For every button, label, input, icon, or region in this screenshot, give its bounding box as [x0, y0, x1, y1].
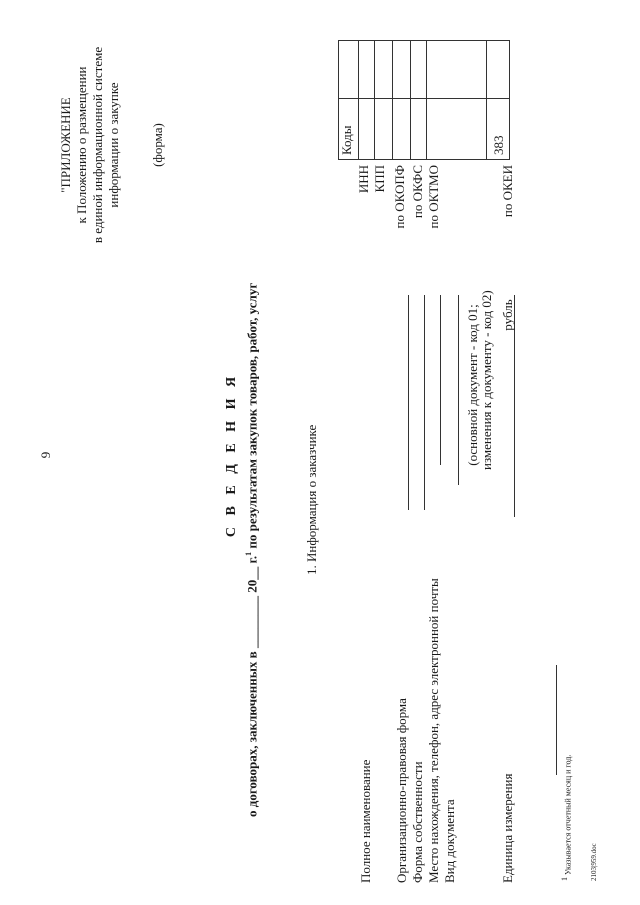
subheading-text: о договорах, заключенных в ________ 20__ г.: [244, 555, 260, 817]
field-label-org-form: Организационно-правовая форма: [394, 698, 409, 883]
footnote-mark: 1: [560, 877, 569, 881]
field-label-doc-type: Вид документа: [442, 799, 457, 883]
footnote: [560, 755, 573, 881]
appendix-line: в единой информационной системе: [90, 46, 105, 244]
appendix-line: информации о закупке: [106, 82, 121, 208]
codes-table-row-kpp: [375, 41, 393, 159]
document-heading: С В Е Д Е Н И Я: [224, 372, 239, 538]
doc-type-note: [465, 290, 494, 470]
appendix-block: [58, 45, 122, 245]
field-label-unit: Единица измерения: [500, 773, 515, 883]
code-label-okopf: по ОКОПФ: [392, 165, 407, 229]
document-subheading: [244, 283, 260, 817]
codes-table-okei-value: 383: [491, 135, 506, 155]
field-label-ownership: Форма собственности: [410, 761, 425, 883]
doc-type-note-line: изменения к документу - код 02): [479, 290, 494, 470]
code-label-okfs: по ОКФС: [410, 165, 425, 219]
footnote-reference: 1: [244, 551, 253, 556]
subheading-text: по результатам закупок товаров, работ, услуг: [244, 282, 260, 552]
code-label-okei: по ОКЕИ: [500, 165, 515, 218]
page-number: 9: [38, 451, 53, 459]
form-label: (форма): [150, 123, 165, 167]
unit-value: рубль: [500, 299, 515, 331]
document-filename: 2103|959.doc: [590, 843, 598, 881]
field-label-location: Место нахождения, телефон, адрес электронной почты: [426, 578, 441, 883]
fill-line-org-form: [408, 295, 409, 510]
fill-line-doc-type: [458, 295, 459, 485]
appendix-line: к Положению о размещении: [74, 66, 89, 224]
codes-table-header: Коды: [339, 125, 354, 155]
code-label-kpp: КПП: [372, 165, 387, 193]
fill-line-ownership: [424, 295, 425, 510]
field-label-full-name: Полное наименование: [358, 759, 373, 883]
codes-table-row-okfs: [411, 41, 427, 159]
footnote-separator: [556, 665, 557, 775]
codes-table: [338, 40, 510, 160]
codes-table-divider: [339, 98, 509, 99]
appendix-line: "ПРИЛОЖЕНИЕ: [58, 97, 73, 193]
fill-line-location: [440, 295, 441, 465]
doc-type-note-line: (основной документ - код 01;: [465, 304, 480, 466]
footnote-text: Указывается отчетный месяц и год.: [563, 754, 573, 877]
codes-table-row-okopf: [393, 41, 411, 159]
codes-table-row-inn: [359, 41, 375, 159]
section-title: 1. Информация о заказчике: [304, 424, 319, 575]
code-label-inn: ИНН: [356, 165, 371, 194]
code-label-oktmo: по ОКТМО: [426, 165, 441, 229]
codes-table-row-oktmo: [427, 41, 487, 159]
